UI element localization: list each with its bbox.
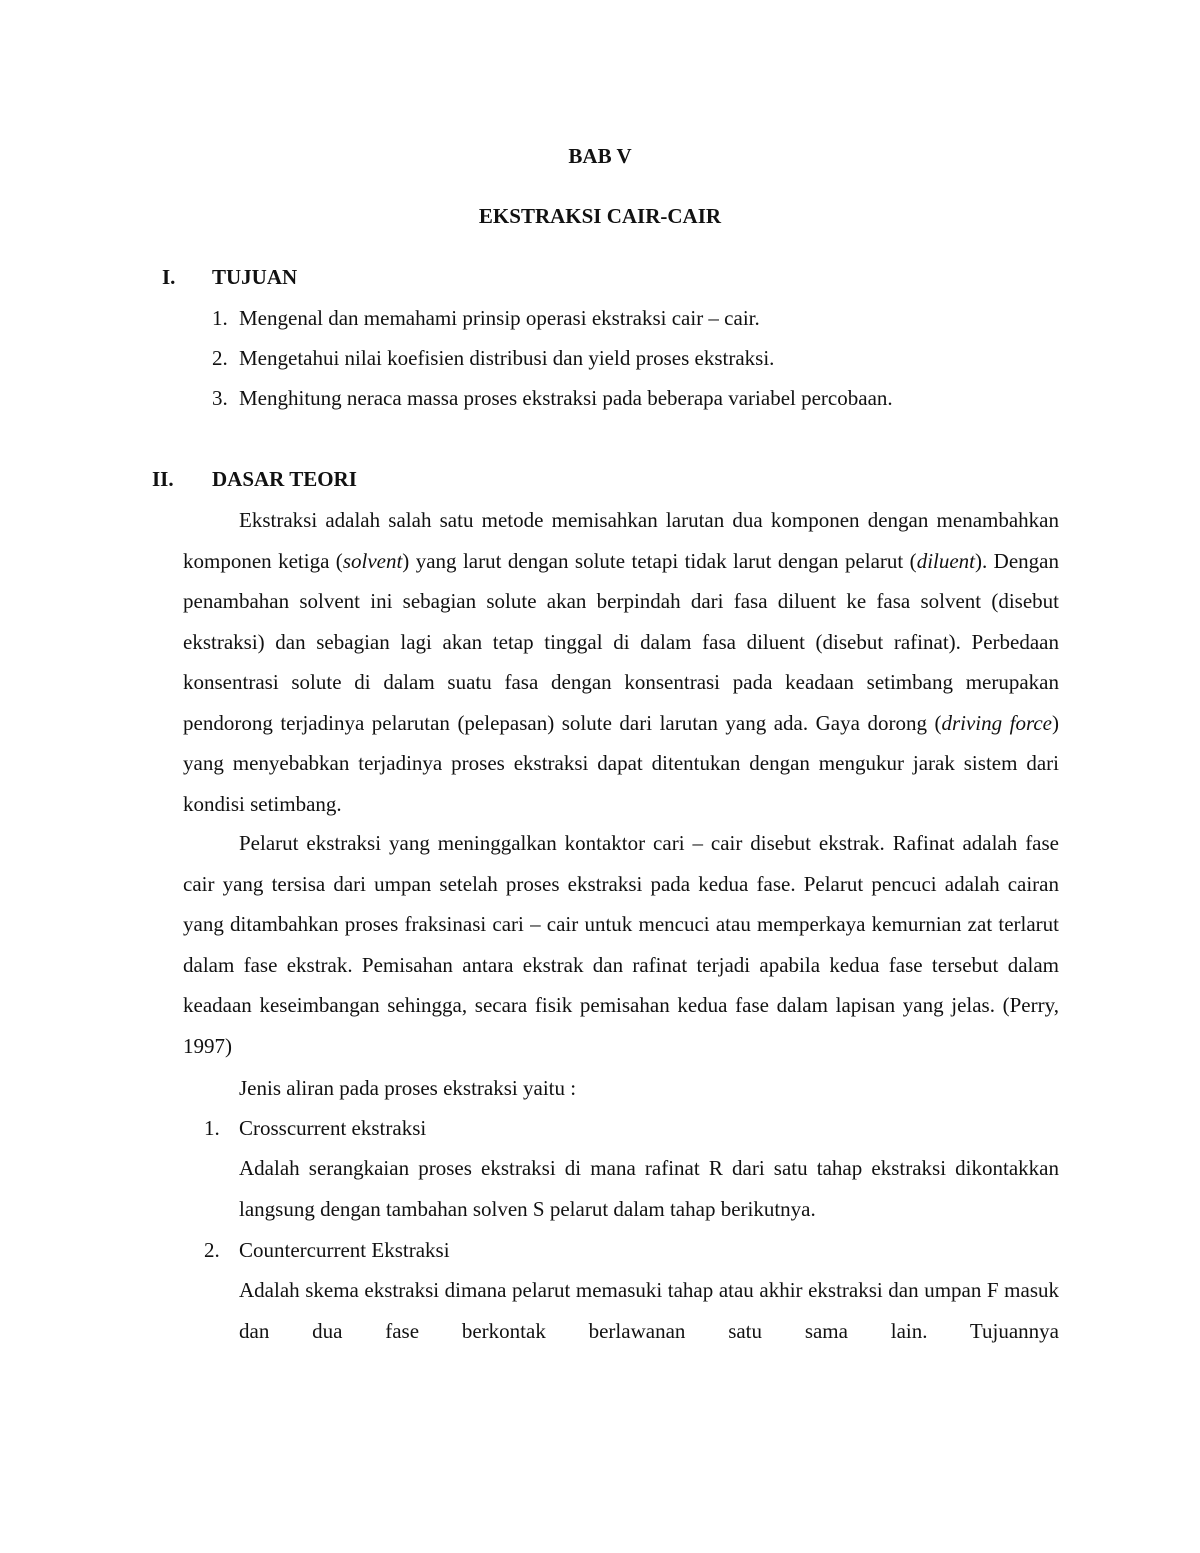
section-number-2: II. [152,467,174,491]
section-heading-tujuan: TUJUAN [212,265,298,289]
term-driving-force: driving force [941,710,1052,735]
flow-intro: Jenis aliran pada proses ekstraksi yaitu : [239,1076,577,1100]
section-heading-dasar-teori: DASAR TEORI [212,467,357,491]
chapter-title: EKSTRAKSI CAIR-CAIR [478,204,722,228]
goal-number: 2. [212,346,228,370]
goal-item-3 [212,386,893,411]
flow-type-2-description: Adalah skema ekstraksi dimana pelarut memasuki tahap atau akhir ekstraksi dan umpan F masuk dan dua fase berkontak berlawanan satu sama lain. Tujuannya [239,1278,1059,1343]
term-diluent: diluent [916,548,976,573]
goal-text: Menghitung neraca massa proses ekstraksi pada beberapa variabel percobaan. [239,386,893,410]
term-solvent: solvent [342,548,403,573]
flow-number: 2. [204,1238,220,1262]
goal-text: Mengenal dan memahami prinsip operasi ekstraksi cair – cair. [239,306,760,330]
goal-text: Mengetahui nilai koefisien distribusi dan yield proses ekstraksi. [239,346,775,370]
goal-number: 1. [212,306,228,330]
goal-item-2 [212,346,774,371]
flow-type-1-description: Adalah serangkaian proses ekstraksi di mana rafinat R dari satu tahap ekstraksi dikontakkan langsung dengan tambahan solven S pelarut dalam tahap berikutnya. [239,1156,1059,1221]
flow-type-1 [204,1116,426,1141]
theory-paragraph-2: Pelarut ekstraksi yang meninggalkan kontaktor cari – cair disebut ekstrak. Rafinat adalah fase cair yang tersisa dari umpan setelah proses ekstraksi pada kedua fase. Pelarut pencuci adalah cairan yang ditambahkan proses fraksinasi cari – cair untuk mencuci atau memperkaya kemurnian zat terlarut dalam fase ekstrak. Pemisahan antara ekstrak dan rafinat terjadi apabila kedua fase tersebut dalam keadaan keseimbangan sehingga, secara fisik pemisahan kedua fase dalam lapisan yang jelas. (Perry, 1997) [183,831,1059,1058]
section-number-1: I. [162,265,176,289]
flow-type-2 [204,1238,450,1263]
flow-name: Countercurrent Ekstraksi [239,1238,450,1262]
theory-paragraph-1: Ekstraksi adalah salah satu metode memisahkan larutan dua komponen dengan menambahkan komponen ketiga (solvent) yang larut dengan solute tetapi tidak larut dengan pelarut (diluent). Dengan penambahan solvent ini sebagian solute akan berpindah dari fasa diluent ke fasa solvent (disebut ekstraksi) dan sebagian lagi akan tetap tinggal di dalam fasa diluent (disebut rafinat). Perbedaan konsentrasi solute di dalam suatu fasa dengan konsentrasi pada keadaan setimbang merupakan pendorong terjadinya pelarutan (pelepasan) solute dari larutan yang ada. Gaya dorong (driving force) yang menyebabkan terjadinya proses ekstraksi dapat ditentukan dengan mengukur jarak sistem dari kondisi setimbang. [183,508,1059,816]
flow-number: 1. [204,1116,220,1140]
flow-name: Crosscurrent ekstraksi [239,1116,427,1140]
goal-item-1 [212,306,760,331]
goal-number: 3. [212,386,228,410]
chapter-label: BAB V [568,144,632,168]
